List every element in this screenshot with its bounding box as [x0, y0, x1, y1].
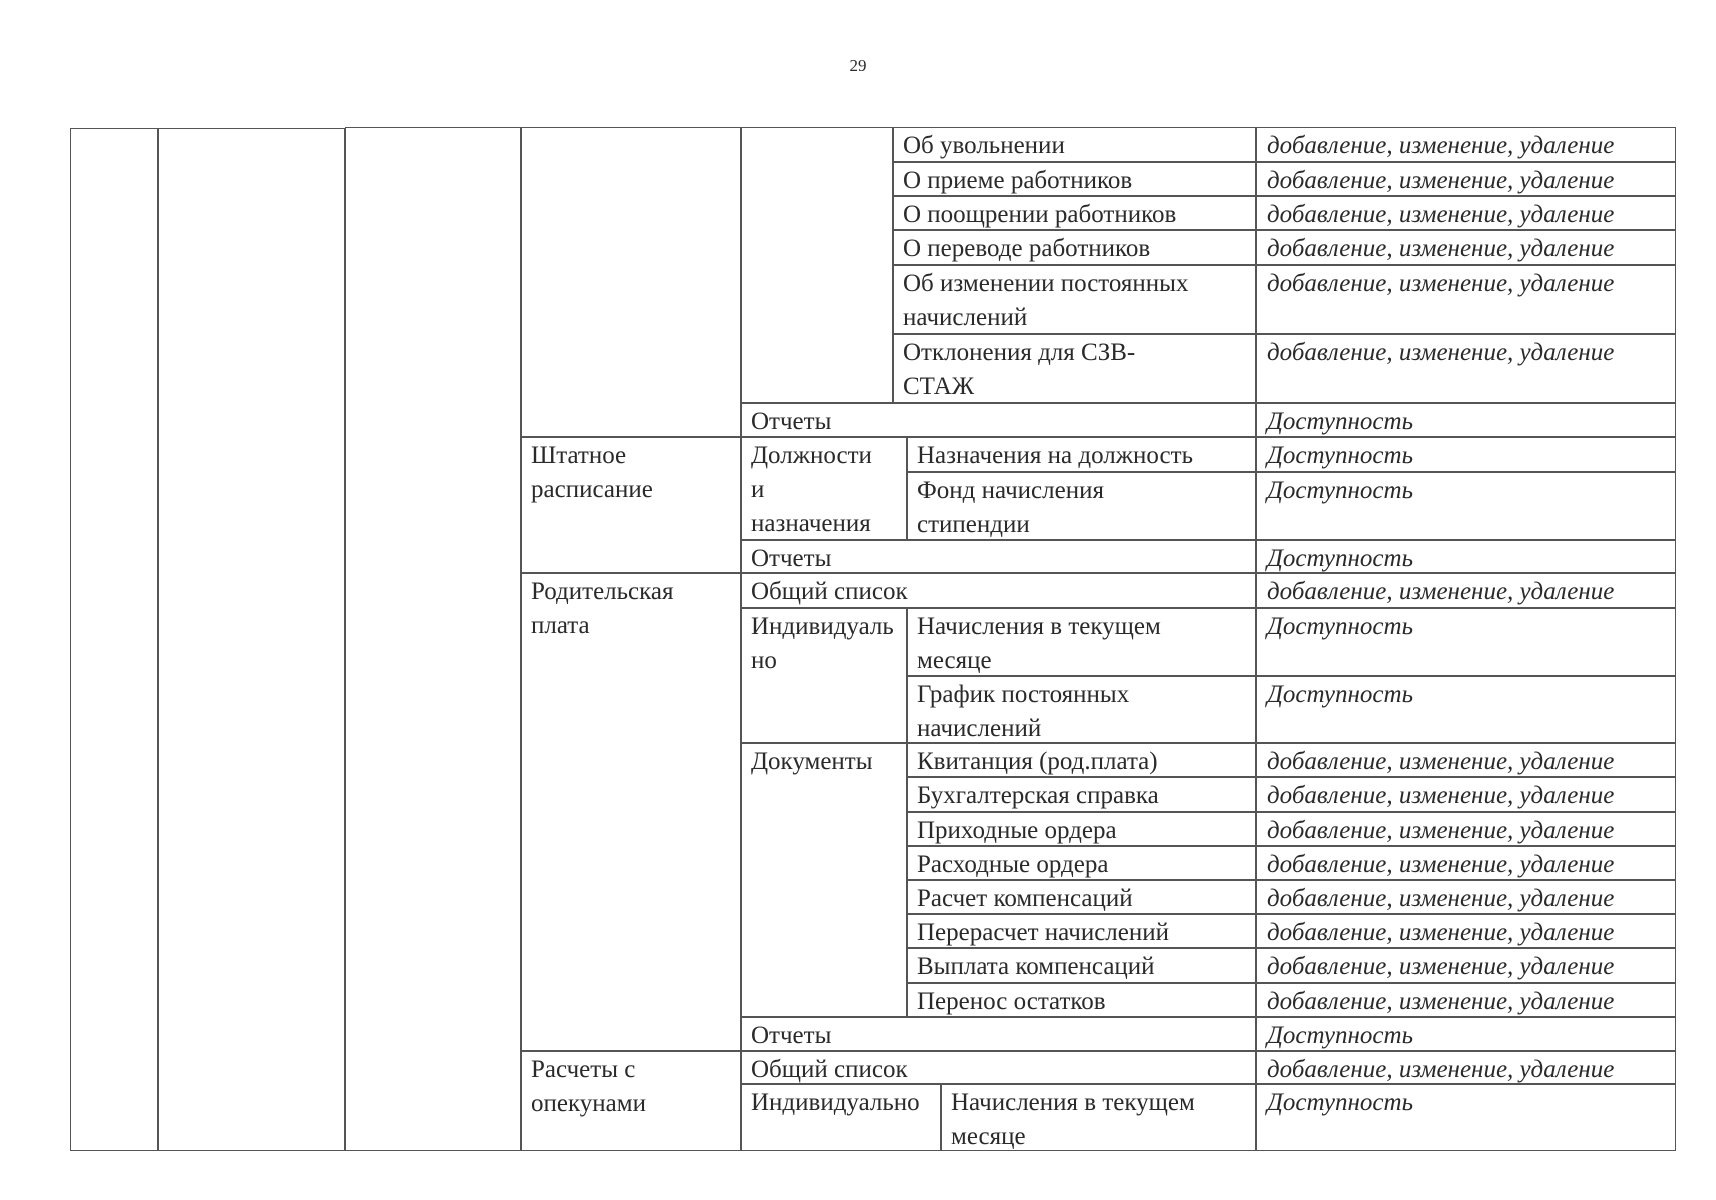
group-label: Должности и назначения [741, 437, 907, 540]
item-access: добавление, изменение, удаление [1256, 162, 1676, 196]
item-label: Квитанция (род.плата) [907, 743, 1256, 777]
item-label: Отклонения для СЗВ-СТАЖ [893, 334, 1256, 403]
reports-access: Доступность [1256, 403, 1676, 437]
access-rights-table [70, 127, 1676, 1151]
item-access: добавление, изменение, удаление [1256, 334, 1676, 403]
item-access: добавление, изменение, удаление [1256, 230, 1676, 265]
item-access: Доступность [1256, 1084, 1676, 1151]
item-access: добавление, изменение, удаление [1256, 196, 1676, 230]
section-label: Родительская плата [521, 573, 741, 1051]
item-access: Доступность [1256, 608, 1676, 676]
group-label: Общий список [741, 1051, 1256, 1084]
item-label: Расходные ордера [907, 846, 1256, 880]
item-label: Назначения на должность [907, 437, 1256, 472]
item-label: График постоянных начислений [907, 676, 1256, 743]
item-label: Перенос остатков [907, 983, 1256, 1017]
item-access: Доступность [1256, 472, 1676, 540]
item-label: Об изменении постоянных начислений [893, 265, 1256, 334]
reports-label: Отчеты [741, 1017, 1256, 1051]
item-label: О поощрении работников [893, 196, 1256, 230]
item-label: Бухгалтерская справка [907, 777, 1256, 812]
item-label: Расчет компенсаций [907, 880, 1256, 914]
group-label: Общий список [741, 573, 1256, 608]
group-label: Индивидуально [741, 1084, 941, 1151]
item-access: добавление, изменение, удаление [1256, 846, 1676, 880]
item-label: О приеме работников [893, 162, 1256, 196]
item-access: добавление, изменение, удаление [1256, 812, 1676, 846]
item-access: добавление, изменение, удаление [1256, 914, 1676, 948]
item-label: Выплата компенсаций [907, 948, 1256, 983]
item-access: добавление, изменение, удаление [1256, 743, 1676, 777]
group-access: добавление, изменение, удаление [1256, 1051, 1676, 1084]
section-continued [521, 127, 741, 437]
group-label: Индивидуально [741, 608, 907, 743]
reports-label: Отчеты [741, 540, 1256, 573]
item-access: добавление, изменение, удаление [1256, 983, 1676, 1017]
item-access: добавление, изменение, удаление [1256, 777, 1676, 812]
page-number: 29 [849, 56, 867, 75]
item-access: добавление, изменение, удаление [1256, 265, 1676, 334]
item-access: Доступность [1256, 437, 1676, 472]
reports-access: Доступность [1256, 1017, 1676, 1051]
empty-column-2 [158, 128, 345, 1151]
item-access: добавление, изменение, удаление [1256, 948, 1676, 983]
item-access: Доступность [1256, 676, 1676, 743]
section-label: Штатное расписание [521, 437, 741, 573]
reports-label: Отчеты [741, 403, 1256, 437]
group-label: Документы [741, 743, 907, 1017]
empty-column-3 [345, 127, 521, 1151]
item-label: Фонд начисления стипендии [907, 472, 1256, 540]
item-access: добавление, изменение, удаление [1256, 127, 1676, 162]
item-label: Приходные ордера [907, 812, 1256, 846]
group-continued [741, 127, 893, 403]
empty-column-1 [70, 128, 158, 1151]
item-label: Перерасчет начислений [907, 914, 1256, 948]
reports-access: Доступность [1256, 540, 1676, 573]
item-label: Начисления в текущем месяце [941, 1084, 1256, 1151]
item-label: О переводе работников [893, 230, 1256, 265]
item-label: Начисления в текущем месяце [907, 608, 1256, 676]
group-access: добавление, изменение, удаление [1256, 573, 1676, 608]
item-label: Об увольнении [893, 127, 1256, 162]
item-access: добавление, изменение, удаление [1256, 880, 1676, 914]
section-label: Расчеты с опекунами [521, 1051, 741, 1151]
